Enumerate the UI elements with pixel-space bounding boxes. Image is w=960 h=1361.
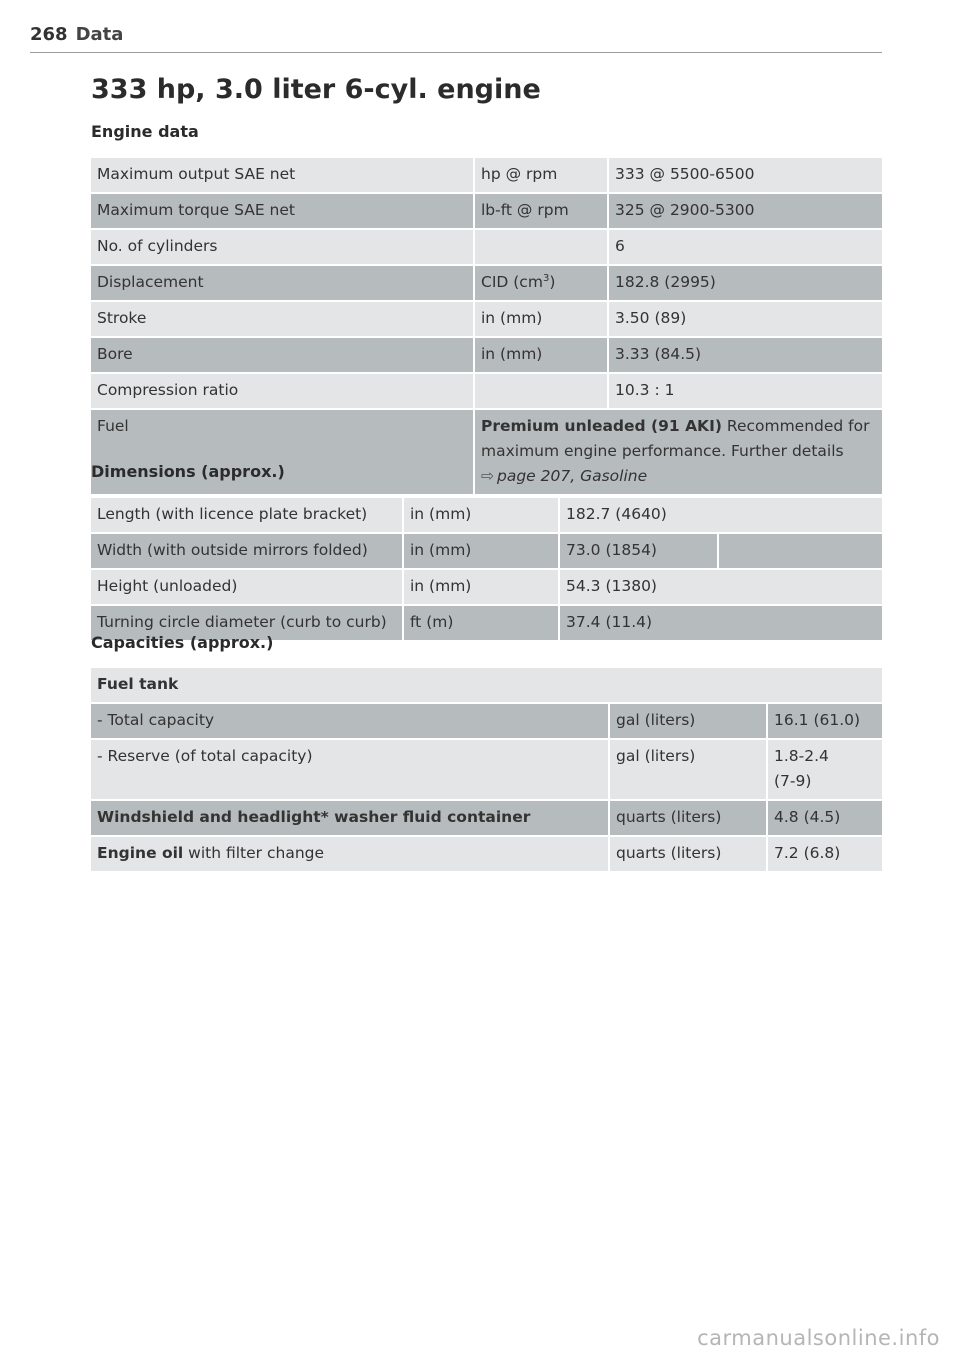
row-unit: in (mm)	[475, 302, 609, 338]
table-row	[91, 266, 882, 302]
table-row	[91, 158, 882, 194]
page-reference-link[interactable]: page 207, Gasoline	[497, 467, 648, 485]
row-unit: in (mm)	[404, 498, 560, 534]
row-unit: in (mm)	[404, 570, 560, 606]
table-row	[91, 338, 882, 374]
row-label: - Reserve (of total capacity)	[91, 740, 610, 801]
table-row	[91, 230, 882, 266]
row-label: Length (with licence plate bracket)	[91, 498, 404, 534]
table-row	[91, 534, 882, 570]
row-label	[91, 837, 610, 873]
row-value: 333 @ 5500-6500	[609, 158, 882, 194]
table-row	[91, 837, 882, 873]
table-row	[91, 801, 882, 837]
table-row	[91, 740, 882, 801]
row-value: 10.3 : 1	[609, 374, 882, 410]
fuel-tank-heading: Fuel tank	[91, 668, 882, 704]
row-label: Maximum output SAE net	[91, 158, 475, 194]
dimensions-heading: Dimensions (approx.)	[91, 462, 285, 481]
arrow-right-icon: ⇨	[481, 467, 494, 485]
row-label: Maximum torque SAE net	[91, 194, 475, 230]
engine-data-heading: Engine data	[91, 122, 199, 141]
row-unit: quarts (liters)	[610, 801, 768, 837]
engine-data-table	[91, 158, 882, 496]
row-value: 16.1 (61.0)	[768, 704, 882, 740]
row-label: No. of cylinders	[91, 230, 475, 266]
row-unit: gal (liters)	[610, 740, 768, 801]
row-unit: in (mm)	[475, 338, 609, 374]
row-label: Stroke	[91, 302, 475, 338]
row-value: 37.4 (11.4)	[560, 606, 882, 642]
row-unit: in (mm)	[404, 534, 560, 570]
row-value: 7.2 (6.8)	[768, 837, 882, 873]
row-unit: ft (m)	[404, 606, 560, 642]
row-value: 3.50 (89)	[609, 302, 882, 338]
row-value	[768, 740, 882, 801]
row-unit	[475, 266, 609, 302]
row-value: 325 @ 2900-5300	[609, 194, 882, 230]
unit-suffix: )	[549, 273, 556, 291]
label-rest: with filter change	[183, 844, 325, 862]
table-row	[91, 570, 882, 606]
row-label: Displacement	[91, 266, 475, 302]
row-label: Windshield and headlight* washer fluid container	[91, 801, 610, 837]
unit-prefix: CID (cm	[481, 273, 543, 291]
table-row-heading	[91, 668, 882, 704]
row-unit	[475, 230, 609, 266]
table-row	[91, 374, 882, 410]
row-label: Fuel	[91, 410, 475, 496]
row-unit: quarts (liters)	[610, 837, 768, 873]
label-bold: Engine oil	[97, 844, 184, 862]
fuel-note: Recommended for maximum engine performance. Further details	[481, 417, 870, 460]
row-unit: lb-ft @ rpm	[475, 194, 609, 230]
row-label: Width (with outside mirrors folded)	[91, 534, 404, 570]
row-value: 182.8 (2995)	[609, 266, 882, 302]
table-row	[91, 302, 882, 338]
dimensions-table	[91, 498, 882, 642]
capacities-table	[91, 668, 882, 873]
row-label: Height (unloaded)	[91, 570, 404, 606]
row-value: 6	[609, 230, 882, 266]
row-label: Compression ratio	[91, 374, 475, 410]
row-label: Bore	[91, 338, 475, 374]
table-row	[91, 704, 882, 740]
empty-cell	[719, 534, 882, 570]
row-value: 182.7 (4640)	[560, 498, 882, 534]
row-value: 3.33 (84.5)	[609, 338, 882, 374]
table-row-fuel	[91, 410, 882, 496]
page-title: 333 hp, 3.0 liter 6-cyl. engine	[91, 74, 541, 105]
row-label: - Total capacity	[91, 704, 610, 740]
watermark: carmanualsonline.info	[697, 1326, 940, 1350]
section-name: Data	[75, 24, 124, 45]
value-line-2: (7-9)	[774, 772, 812, 790]
row-unit: hp @ rpm	[475, 158, 609, 194]
page-number: 268	[30, 24, 68, 45]
row-value: 54.3 (1380)	[560, 570, 882, 606]
row-value: 4.8 (4.5)	[768, 801, 882, 837]
row-value: 73.0 (1854)	[560, 534, 719, 570]
fuel-grade: Premium unleaded (91 AKI)	[481, 417, 722, 435]
page-header	[30, 24, 882, 53]
fuel-description	[475, 410, 882, 496]
capacities-heading: Capacities (approx.)	[91, 633, 274, 652]
value-line-1: 1.8-2.4	[774, 747, 829, 765]
table-row	[91, 194, 882, 230]
row-label: Turning circle diameter (curb to curb)	[91, 606, 404, 642]
row-unit: gal (liters)	[610, 704, 768, 740]
table-row	[91, 498, 882, 534]
unit-superscript: 3	[542, 272, 550, 284]
row-unit	[475, 374, 609, 410]
